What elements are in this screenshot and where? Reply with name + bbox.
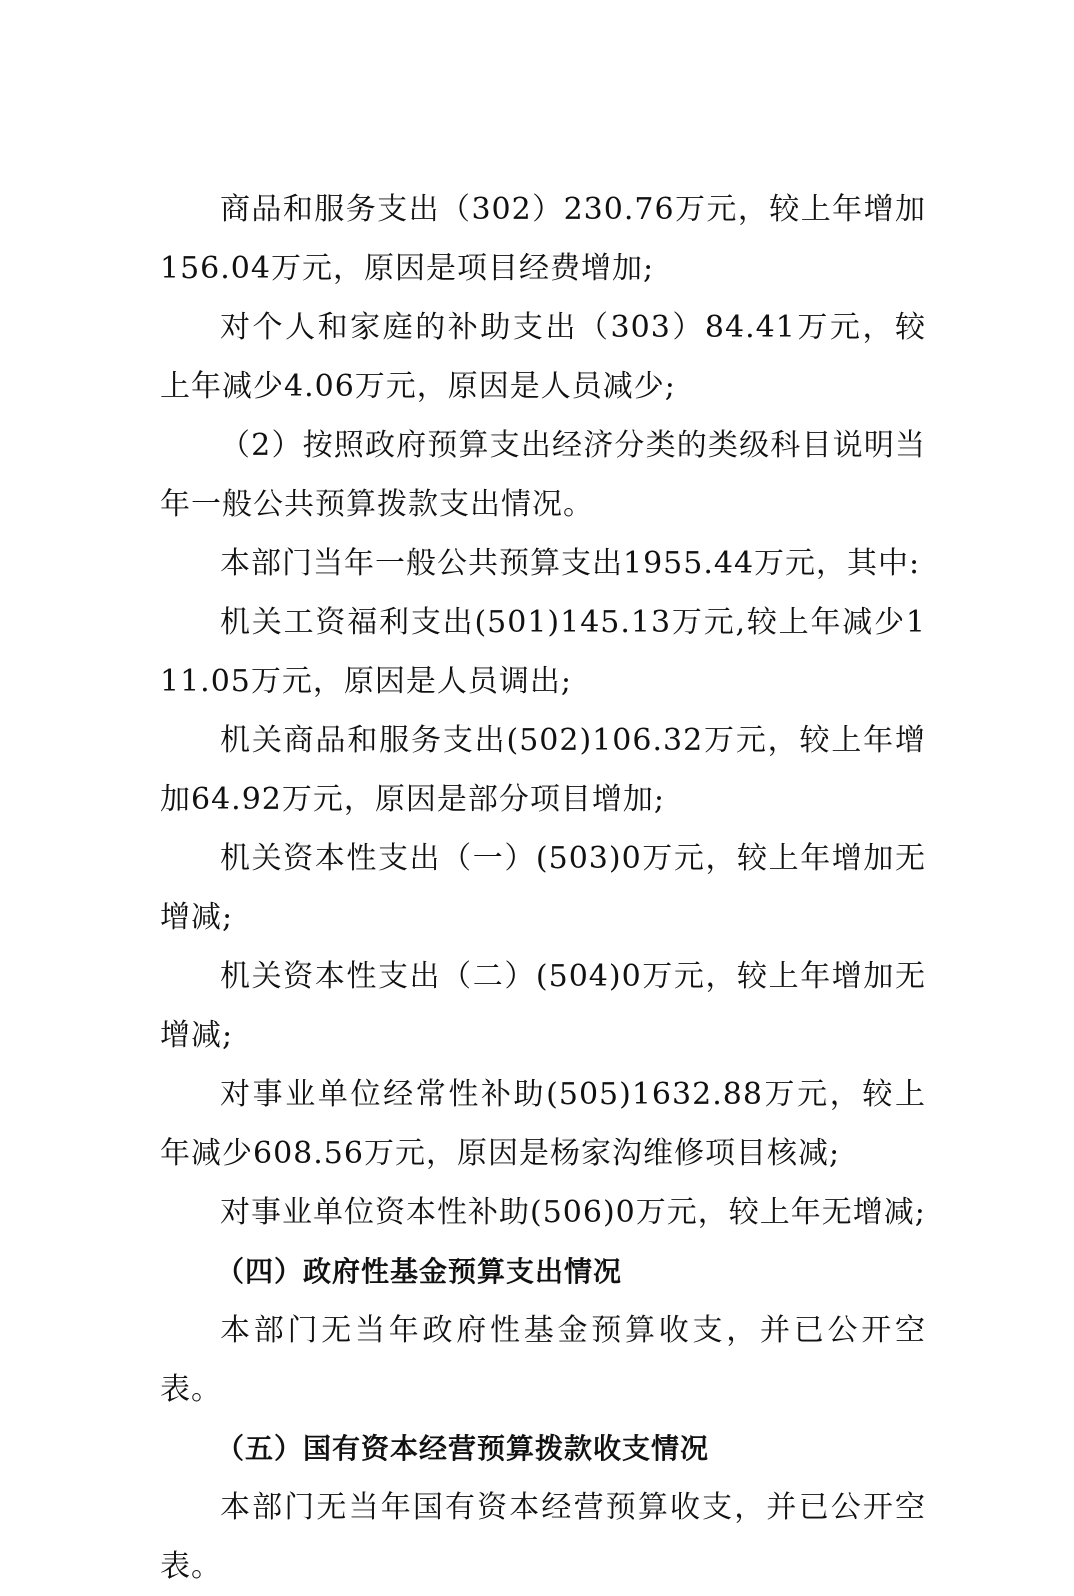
document-page: [160, 180, 926, 1596]
paragraph-capital-504: 机关资本性支出（二）(504)0万元，较上年增加无增减;: [160, 959, 926, 1053]
paragraph-goods-services: 商品和服务支出（302）230.76万元，较上年增加156.04万元，原因是项目经费增加;: [160, 192, 926, 286]
paragraph-general-budget-total: 本部门当年一般公共预算支出1955.44万元，其中:: [220, 546, 921, 581]
paragraph-goods-502: 机关商品和服务支出(502)106.32万元，较上年增加64.92万元，原因是部分项目增加;: [160, 723, 926, 817]
paragraph-state-capital-budget: 本部门无当年国有资本经营预算收支，并已公开空表。: [160, 1490, 926, 1584]
section-heading-5: （五）国有资本经营预算拨款收支情况: [216, 1432, 710, 1465]
paragraph-subsidy-506: 对事业单位资本性补助(506)0万元，较上年无增减;: [220, 1195, 926, 1230]
paragraph-subsidy-505: 对事业单位经常性补助(505)1632.88万元，较上年减少608.56万元，原因是杨家沟维修项目核减;: [160, 1077, 926, 1171]
paragraph-household-subsidy: 对个人和家庭的补助支出（303）84.41万元，较上年减少4.06万元，原因是人员减少;: [160, 310, 926, 404]
paragraph-fund-budget: 本部门无当年政府性基金预算收支，并已公开空表。: [160, 1313, 926, 1407]
section-heading-4: （四）政府性基金预算支出情况: [216, 1255, 623, 1288]
paragraph-capital-503: 机关资本性支出（一）(503)0万元，较上年增加无增减;: [160, 841, 926, 935]
paragraph-wages-501: 机关工资福利支出(501)145.13万元,较上年减少111.05万元，原因是人员调出;: [160, 605, 926, 699]
paragraph-section-2-intro: （2）按照政府预算支出经济分类的类级科目说明当年一般公共预算拨款支出情况。: [160, 428, 926, 522]
